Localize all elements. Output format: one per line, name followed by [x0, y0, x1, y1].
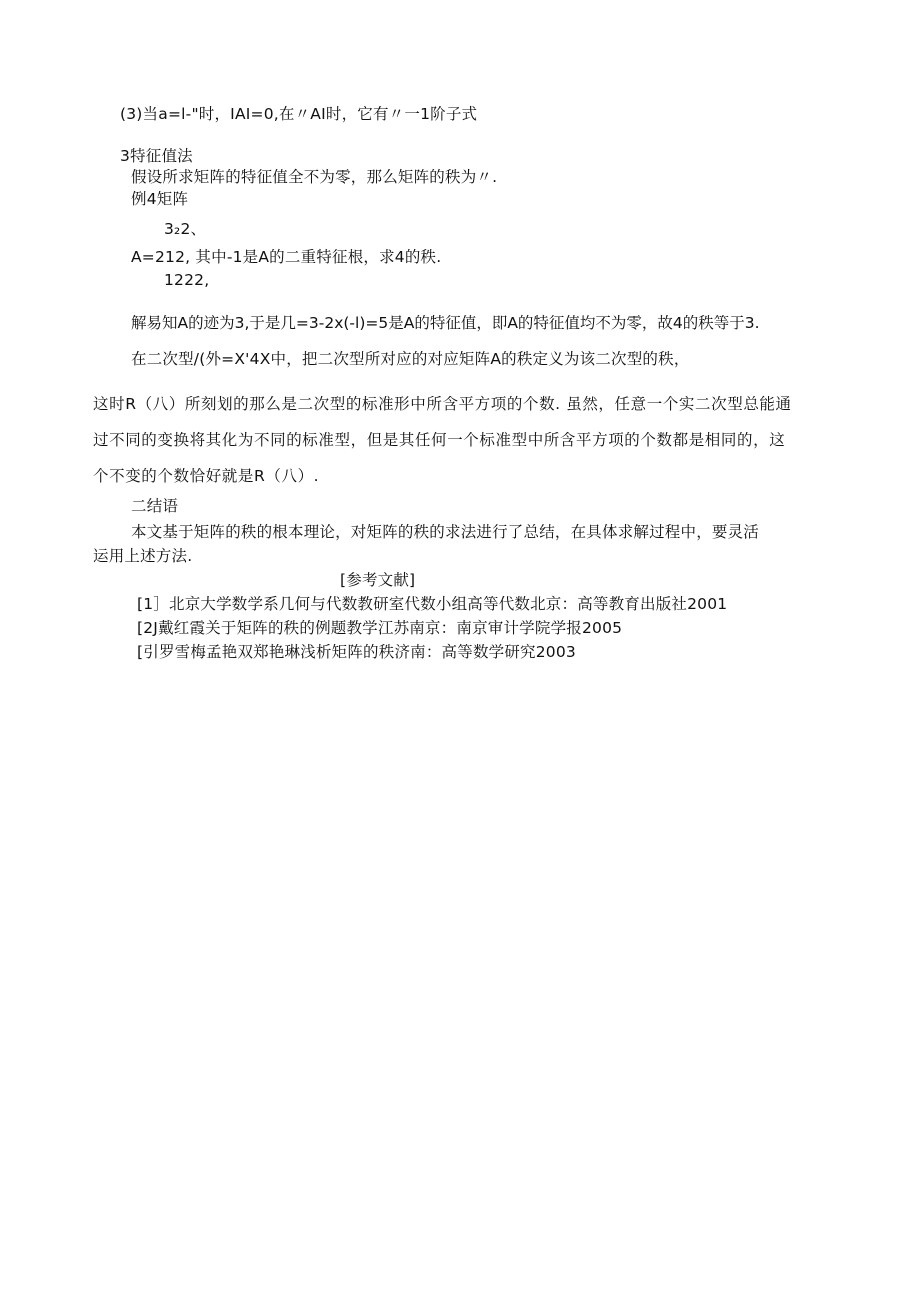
reference-item-3: [引罗雪梅孟艳双郑艳琳浅析矩阵的秩济南：高等数学研究2003: [137, 643, 576, 661]
paragraph-line-3: 个不变的个数恰好就是R（八）.: [93, 467, 320, 485]
reference-item-2: [2J戴红霞关于矩阵的秩的例题教学江苏南京：南京审计学院学报2005: [137, 619, 623, 637]
references-heading: [参考文献]: [340, 571, 416, 589]
example-4-label: 例4矩阵: [131, 190, 189, 208]
paragraph-line-1: 这时R（八）所刻划的那么是二次型的标准形中所含平方项的个数. 虽然，任意一个实二次型总能通: [93, 395, 792, 413]
paragraph-line-2: 过不同的变换将其化为不同的标准型，但是其任何一个标准型中所含平方项的个数都是相同的，这: [93, 431, 786, 449]
solution-text: 解易知A的迹为3,于是几=3-2x(-l)=5是A的特征值，即A的特征值均不为零，故4的秩等于3.: [131, 314, 760, 332]
matrix-row-3: 1222,: [164, 271, 210, 289]
matrix-row-2: A=212, 其中-1是A的二重特征根，求4的秩.: [131, 248, 442, 266]
matrix-row-1: 3₂2、: [164, 220, 207, 238]
conclusion-line-1: 本文基于矩阵的秩的根本理论，对矩阵的秩的求法进行了总结，在具体求解过程中，要灵活: [131, 523, 760, 541]
reference-item-1: [1］北京大学数学系几何与代数教研室代数小组高等代数北京：高等教育出版社2001: [137, 595, 728, 613]
quadratic-form-intro: 在二次型/(外=X'4X中，把二次型所对应的对应矩阵A的秩定义为该二次型的秩，: [131, 350, 690, 368]
conclusion-line-2: 运用上述方法.: [93, 547, 193, 565]
case-3-text: (3)当a=l-"时，IAI=0,在〃AI时，它有〃一1阶子式: [120, 105, 478, 123]
method-3-text: 假设所求矩阵的特征值全不为零，那么矩阵的秩为〃.: [131, 168, 498, 186]
method-3-heading: 3特征值法: [120, 147, 193, 165]
conclusion-heading: 二结语: [131, 497, 179, 515]
